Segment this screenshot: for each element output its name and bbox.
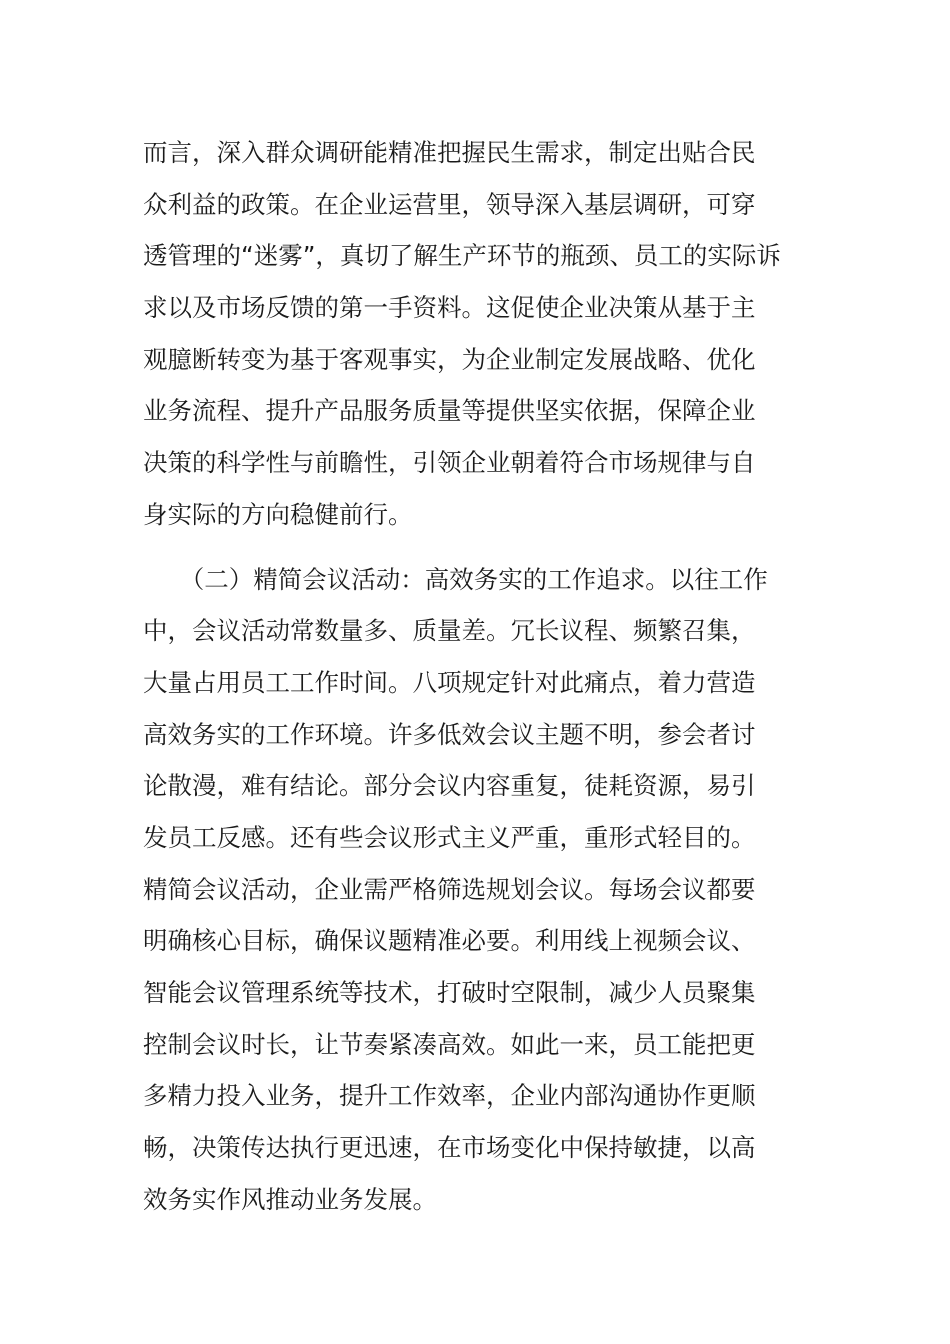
paragraph-1 (143, 127, 807, 541)
text-line: 发员工反感。还有些会议形式主义严重，重形式轻目的。 (143, 822, 756, 852)
text-line: 畅，决策传达执行更迅速，在市场变化中保持敏捷，以高 (143, 1133, 756, 1163)
text-line: （二）精简会议活动：高效务实的工作追求。以往工作 (143, 564, 768, 594)
document-body (143, 127, 807, 1225)
text-line: 观臆断转变为基于客观事实，为企业制定发展战略、优化 (143, 344, 756, 374)
text-line: 透管理的“迷雾”，真切了解生产环节的瓶颈、员工的实际诉 (143, 241, 781, 271)
paragraph-2 (143, 554, 807, 1226)
text-line: 业务流程、提升产品服务质量等提供坚实依据，保障企业 (143, 396, 756, 426)
text-line: 多精力投入业务，提升工作效率，企业内部沟通协作更顺 (143, 1081, 756, 1111)
text-line: 明确核心目标，确保议题精准必要。利用线上视频会议、 (143, 926, 756, 956)
text-line: 身实际的方向稳健前行。 (143, 499, 413, 529)
text-line: 论散漫，难有结论。部分会议内容重复，徒耗资源，易引 (143, 771, 756, 801)
text-line: 众利益的政策。在企业运营里，领导深入基层调研，可穿 (143, 189, 756, 219)
text-line: 高效务实的工作环境。许多低效会议主题不明，参会者讨 (143, 719, 756, 749)
text-line: 效务实作风推动业务发展。 (143, 1184, 437, 1214)
text-line: 控制会议时长，让节奏紧凑高效。如此一来，员工能把更 (143, 1029, 756, 1059)
text-line: 决策的科学性与前瞻性，引领企业朝着符合市场规律与自 (143, 448, 756, 478)
text-line: 精简会议活动，企业需严格筛选规划会议。每场会议都要 (143, 874, 756, 904)
paragraph-spacing (143, 541, 807, 554)
text-line: 中，会议活动常数量多、质量差。冗长议程、频繁召集， (143, 616, 756, 646)
text-line: 而言，深入群众调研能精准把握民生需求，制定出贴合民 (143, 138, 756, 167)
text-line: 求以及市场反馈的第一手资料。这促使企业决策从基于主 (143, 293, 756, 323)
text-line: 智能会议管理系统等技术，打破时空限制，减少人员聚集 (143, 978, 756, 1007)
text-line: 大量占用员工工作时间。八项规定针对此痛点，着力营造 (143, 667, 756, 697)
